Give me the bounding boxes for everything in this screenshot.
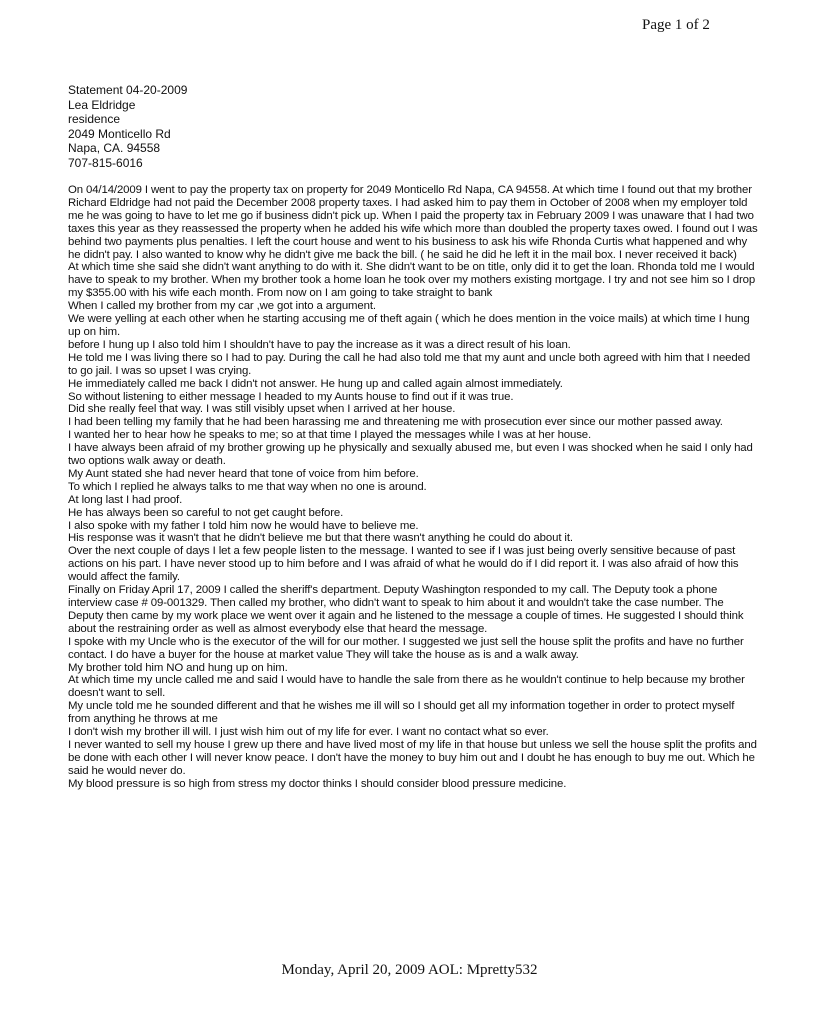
statement-body [68,184,758,791]
paragraph: Did she really feel that way. I was still visibly upset when I arrived at her house. [68,403,456,416]
paragraph: I spoke with my Uncle who is the executor of the will for our mother. I suggested we just sell the house split the profits and have no further contact. I do have a buyer for the house at market value They will take the house as is and a walk away. [68,635,744,661]
page-number: Page 1 of 2 [642,17,710,33]
paragraph: My uncle told me he sounded different and that he wishes me ill will so I should get all my information together in order to protect myself from anything he throws at me [68,700,735,726]
paragraph: He immediately called me back I didn't not answer. He hung up and called again almost immediately. [68,377,563,390]
paragraph: On 04/14/2009 I went to pay the property tax on property for 2049 Monticello Rd Napa, CA 94558. At which time I found out that my brother Richard Eldridge had not paid the December 2008 property taxes. I had asked him to pay them in October of 2008 when my employer told me he was going to have to let me go if business didn't pick up. When I paid the property tax in February 2009 I was unaware that I had two taxes this year as they reassessed the property when he added his wife which more than doubled the property taxes owed. I found out I was behind two payments plus penalties. I left the court house and went to his business to ask his wife Rhonda Curtis what happened and why he didn't pay. I also wanted to know why he didn't give me back the bill. ( he said he did he left it in the mail box. I never received it back) [68,184,758,261]
paragraph: I never wanted to sell my house I grew up there and have lived most of my life in that house but unless we sell the house split the profits and be done with each other I will never know peace. I don't have the money to buy him out and I doubt he has enough to buy me out. Which he said he would never do. [68,738,757,777]
city-state-zip: Napa, CA. 94558 [68,141,161,156]
paragraph: At long last I had proof. [68,493,183,506]
statement-date: Statement 04-20-2009 [68,83,188,97]
paragraph: Finally on Friday April 17, 2009 I called the sheriff's department. Deputy Washington responded to my call. The Deputy took a phone interview case # 09-001329. Then called my brother, who didn't want to speak to him about it and wouldn't take the case number. The Deputy then came by my work place we went over it again and he listened to the message a couple of times. He suggested I should think about the restraining order as well as almost everybody else that heard the message. [68,584,744,635]
paragraph: I also spoke with my father I told him now he would have to believe me. [68,519,419,532]
paragraph: When I called my brother from my car ,we got into a argument. [68,300,376,313]
statement-header [68,83,187,171]
paragraph: Over the next couple of days I let a few people listen to the message. I wanted to see if I was just being overly sensitive because of past actions on his part. I have never stood up to him before and I was afraid of what he would do if I did report it. I was also afraid of how this would affect the family. [68,545,739,584]
paragraph: I wanted her to hear how he speaks to me; so at that time I played the messages while I was at her house. [68,429,592,442]
paragraph: So without listening to either message I headed to my Aunts house to find out if it was true. [68,390,514,403]
paragraph: He has always been so careful to not get caught before. [68,506,344,519]
paragraph: My Aunt stated she had never heard that tone of voice from him before. [68,467,419,480]
paragraph: To which I replied he always talks to me that way when no one is around. [68,480,427,493]
paragraph: My brother told him NO and hung up on him. [68,661,288,674]
paragraph: I don't wish my brother ill will. I just wish him out of my life for ever. I want no contact what so ever. [68,726,549,739]
page-footer: Monday, April 20, 2009 AOL: Mpretty532 [281,962,538,978]
paragraph: My blood pressure is so high from stress my doctor thinks I should consider blood pressure medicine. [68,777,567,790]
paragraph: before I hung up I also told him I shouldn't have to pay the increase as it was a direct result of his loan. [68,338,571,351]
phone-number: 707-815-6016 [68,155,143,170]
paragraph: We were yelling at each other when he starting accusing me of theft again ( which he does mention in the voice mails) at which time I hung up on him. [68,313,750,338]
paragraph: At which time she said she didn't want anything to do with it. She didn't want to be on title, only did it to get the loan. Rhonda told me I would have to speak to my brother. When my brother took a home loan he took over my mothers existing mortgage. I try and not see him so I drop my $355.00 with his wife each month. From now on I am going to take straight to bank [68,261,756,300]
paragraph: At which time my uncle called me and said I would have to handle the sale from there as he wouldn't continue to help because my brother doesn't want to sell. [68,674,745,700]
paragraph: I have always been afraid of my brother growing up he physically and sexually abused me, but even I was shocked when he said I only had two options walk away or death. [68,442,753,468]
paragraph: His response was it wasn't that he didn't believe me but that there wasn't anything he could do about it. [68,532,573,545]
street-address: 2049 Monticello Rd [68,126,171,141]
paragraph: I had been telling my family that he had been harassing me and threatening me with prosecution ever since our mother passed away. [68,416,723,429]
author-name: Lea Eldridge [68,97,136,112]
paragraph: He told me I was living there so I had to pay. During the call he had also told me that my aunt and uncle both agreed with him that I needed to go jail. I was so upset I was crying. [68,351,751,377]
location-type: residence [68,112,121,127]
